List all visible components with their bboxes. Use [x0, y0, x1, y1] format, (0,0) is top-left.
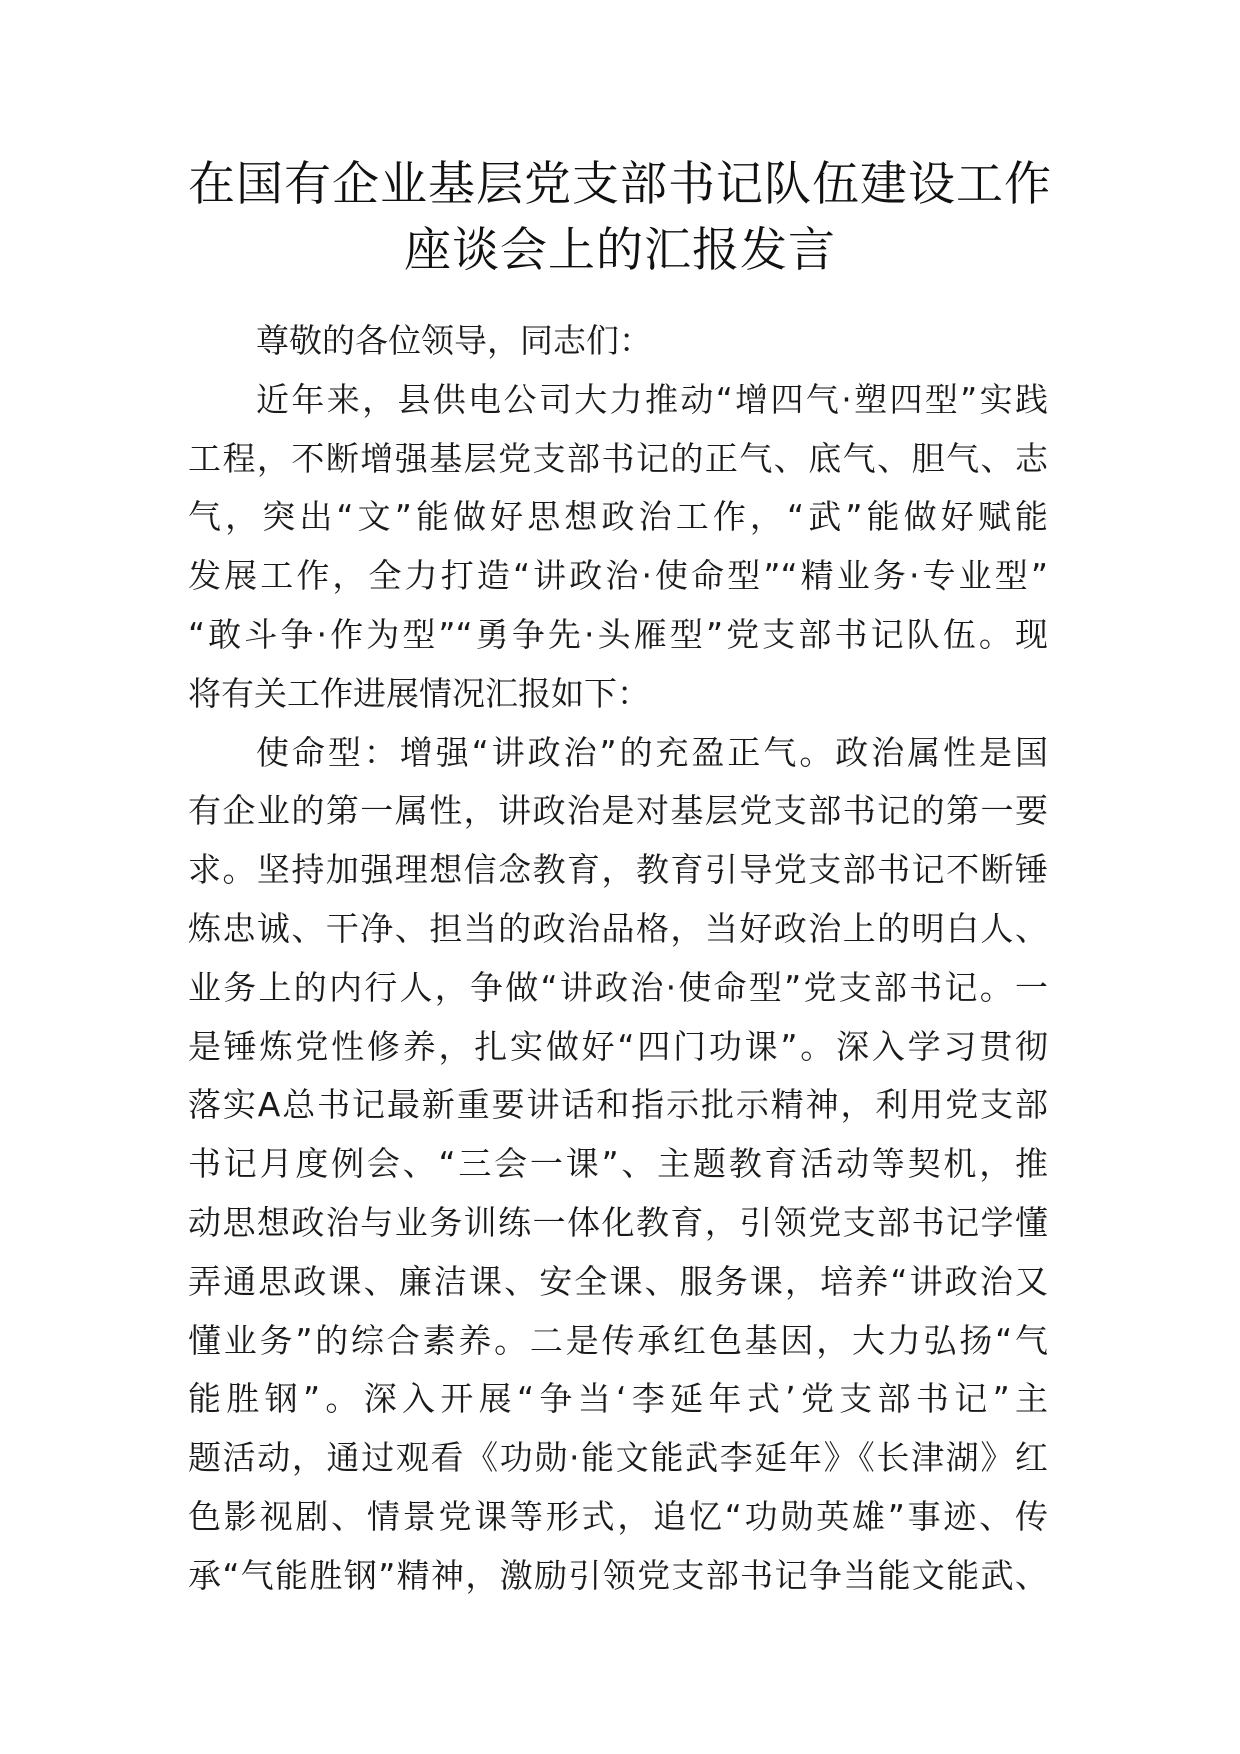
body-line: 色影视剧、情景党课等形式，追忆“功勋英雄”事迹、传 [188, 1496, 1048, 1536]
body-line: 炼忠诚、干净、担当的政治品格，当好政治上的明白人、 [188, 908, 1048, 948]
body-line: 弄通思政课、廉洁课、安全课、服务课，培养“讲政治又 [188, 1261, 1048, 1301]
body-line: 求。坚持加强理想信念教育，教育引导党支部书记不断锤 [188, 850, 1048, 890]
body-line: 业务上的内行人，争做“讲政治·使命型”党支部书记。一 [188, 967, 1048, 1007]
body-line: 工程，不断增强基层党支部书记的正气、底气、胆气、志 [188, 438, 1048, 478]
body-line: 气，突出“文”能做好思想政治工作，“武”能做好赋能 [188, 497, 1048, 537]
body-line: 动思想政治与业务训练一体化教育，引领党支部书记学懂 [188, 1202, 1048, 1242]
body-line: 是锤炼党性修养，扎实做好“四门功课”。深入学习贯彻 [188, 1026, 1048, 1066]
body-line: 有企业的第一属性，讲政治是对基层党支部书记的第一要 [188, 791, 1048, 831]
document-body [188, 312, 1048, 1606]
body-line: 落实A总书记最新重要讲话和指示批示精神，利用党支部 [188, 1085, 1048, 1125]
body-line: 书记月度例会、“三会一课”、主题教育活动等契机，推 [188, 1144, 1048, 1184]
title-line: 在国有企业基层党支部书记队伍建设工作 [188, 157, 1052, 212]
body-line: 题活动，通过观看《功勋·能文能武李延年》《长津湖》红 [188, 1438, 1048, 1478]
body-line: 近年来，县供电公司大力推动“增四气·塑四型”实践 [256, 379, 1048, 419]
document-title [150, 152, 1090, 284]
body-line: 能胜钢”。深入开展“争当‘李延年式’党支部书记”主 [188, 1379, 1048, 1419]
body-line: 使命型：增强“讲政治”的充盈正气。政治属性是国 [256, 732, 1048, 772]
body-line: 将有关工作进展情况汇报如下： [188, 673, 650, 713]
body-line: 发展工作，全力打造“讲政治·使命型”“精业务·专业型” [188, 556, 1048, 596]
body-line: 承“气能胜钢”精神，激励引领党支部书记争当能文能武、 [188, 1555, 1048, 1595]
title-line: 座谈会上的汇报发言 [404, 223, 836, 278]
body-line: “敢斗争·作为型”“勇争先·头雁型”党支部书记队伍。现 [188, 614, 1048, 654]
body-line: 懂业务”的综合素养。二是传承红色基因，大力弘扬“气 [188, 1320, 1048, 1360]
body-line: 尊敬的各位领导，同志们： [256, 321, 652, 360]
